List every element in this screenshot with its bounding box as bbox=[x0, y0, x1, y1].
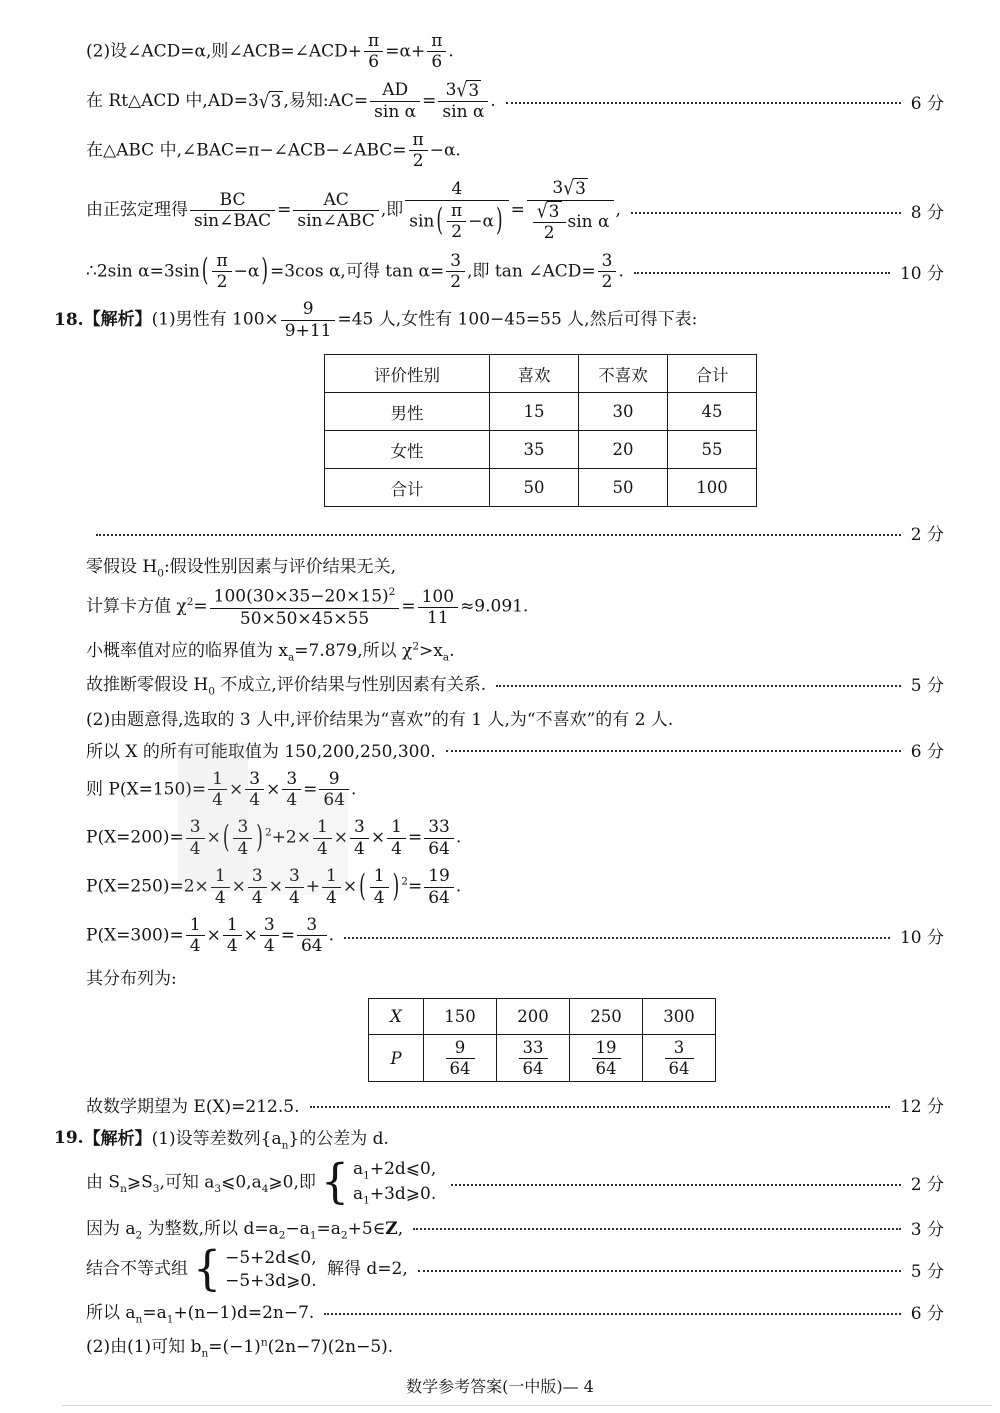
italic-text: P bbox=[390, 1048, 402, 1068]
table-row bbox=[325, 431, 757, 469]
sqrt-radical bbox=[456, 80, 481, 101]
formula: P(X=250)=2× $\frac{1}{4}$ × $\frac{3}{4}$ × $\frac{3}{4}$ + $\frac{1}{4}$ × ( $\frac{1}{4}$ ) $^2$= $\frac{19}{64}$ . bbox=[86, 866, 462, 908]
formula: 所以 $a_n=a_1+(n-1)d=2n-7$. bbox=[86, 1302, 315, 1326]
fraction bbox=[364, 31, 383, 73]
table-cell: 250 bbox=[570, 998, 643, 1034]
denominator: 64 bbox=[323, 790, 346, 811]
table-cell: 50 bbox=[579, 469, 668, 507]
score-label: 3 分 bbox=[910, 1219, 944, 1240]
dotted-leader bbox=[324, 1313, 900, 1315]
open-paren: ( bbox=[222, 820, 230, 857]
score-label: 8 分 bbox=[910, 203, 944, 224]
subscript: n bbox=[120, 1182, 127, 1195]
table-cell bbox=[369, 1034, 424, 1082]
denominator: 6 bbox=[431, 52, 443, 73]
table-row bbox=[369, 998, 716, 1034]
denominator: 64 bbox=[522, 1058, 544, 1078]
text-line bbox=[86, 636, 944, 663]
dotted-leader bbox=[506, 102, 901, 104]
denominator: 50×50×45×55 bbox=[239, 608, 370, 629]
numerator: 3 bbox=[350, 817, 369, 838]
radicand: 3 bbox=[468, 80, 480, 101]
denominator: 64 bbox=[428, 887, 450, 908]
text-line bbox=[86, 1242, 944, 1296]
text-line bbox=[86, 552, 944, 579]
sqrt-radical bbox=[563, 178, 588, 199]
radical-sign-icon: √ bbox=[536, 200, 548, 224]
open-paren: ( bbox=[201, 253, 209, 290]
radicand: 3 bbox=[270, 91, 282, 112]
scan-artifact bbox=[178, 742, 248, 892]
fraction bbox=[424, 866, 454, 908]
numerator: π bbox=[427, 31, 446, 52]
table-cell: 评价性别 bbox=[325, 355, 490, 393]
dotted-leader bbox=[631, 212, 901, 214]
table-cell: 男性 bbox=[325, 393, 490, 431]
formula: P(X=200)= $\frac{3}{4}$ × ( $\frac{3}{4}$ ) $^2$+2× $\frac{1}{4}$ × $\frac{3}{4}$ × $\frac{1}{4}$ = $\frac{33}{64}$ . bbox=[86, 817, 462, 859]
brace-icon: { bbox=[320, 1155, 350, 1210]
table-cell: 女性 bbox=[325, 431, 490, 469]
radical-sign-icon: √ bbox=[563, 177, 575, 201]
subscript: 2 bbox=[278, 1228, 286, 1241]
subscript: 1 bbox=[363, 1194, 370, 1207]
fraction bbox=[598, 251, 617, 293]
cases-group bbox=[193, 1242, 317, 1296]
text-line bbox=[86, 670, 944, 697]
text-line bbox=[86, 1092, 944, 1117]
numerator: 1 bbox=[387, 817, 406, 838]
denominator: 4 bbox=[212, 790, 223, 811]
numerator: 3 bbox=[245, 769, 264, 790]
denominator: 4 bbox=[286, 790, 298, 811]
formula: 在△ABC 中,∠BAC=π−∠ACB−∠ABC= $\frac{\pi}{2}$ −α. bbox=[86, 129, 461, 171]
table-row bbox=[369, 1034, 716, 1082]
fraction bbox=[297, 915, 327, 957]
fraction bbox=[446, 251, 465, 293]
denominator: 64 bbox=[300, 936, 323, 957]
numerator: 9 bbox=[281, 299, 336, 320]
formula: 所以 X 的所有可能取值为 150,200,250,300. bbox=[86, 741, 436, 762]
cases-row: $a_1+2d⩽0$, bbox=[353, 1158, 437, 1182]
text-line bbox=[86, 705, 944, 730]
text-line bbox=[86, 1332, 944, 1359]
text-line bbox=[86, 520, 944, 545]
table-cell: 100 bbox=[668, 469, 757, 507]
numerator: 1 bbox=[313, 817, 332, 838]
subscript: 0 bbox=[157, 567, 164, 580]
fraction bbox=[519, 1038, 548, 1079]
denominator: sin ( $\frac{\pi}{2}$ −α ) bbox=[409, 200, 503, 243]
distribution-table bbox=[368, 998, 716, 1083]
table-cell bbox=[570, 1034, 643, 1082]
close-paren: ) bbox=[256, 820, 263, 857]
scan-edge-line bbox=[62, 1405, 992, 1406]
fraction bbox=[350, 817, 369, 859]
close-paren: ) bbox=[495, 203, 503, 240]
formula: 【解析】(1)男性有 100× $\frac{9}{9+11}$ =45 人,女性有 100−45=55 人,然后可得下表: bbox=[83, 299, 698, 341]
denominator: 4 bbox=[373, 887, 385, 908]
footer-text: 数学参考答案(一中版)— 4 bbox=[406, 1377, 594, 1396]
text-line bbox=[54, 299, 944, 341]
numerator: 9 bbox=[319, 769, 349, 790]
numerator: π bbox=[409, 130, 428, 151]
formula: 【解析】(1)设等差数列$\{a_n\}$的公差为 d. bbox=[83, 1129, 389, 1152]
close-paren: ) bbox=[392, 869, 400, 906]
supscript: 2 bbox=[388, 586, 396, 599]
denominator: 2 bbox=[450, 271, 462, 292]
text-line bbox=[86, 586, 944, 628]
cases-rows bbox=[225, 1248, 316, 1291]
table-row bbox=[325, 393, 757, 431]
question-number: 19. bbox=[54, 1128, 84, 1149]
fraction bbox=[527, 178, 614, 243]
denominator: 4 bbox=[189, 838, 201, 859]
numerator: 3 bbox=[186, 817, 205, 838]
formula: 其分布列为: bbox=[86, 968, 177, 989]
dotted-leader bbox=[310, 1106, 890, 1108]
score-label: 10 分 bbox=[899, 263, 944, 284]
subscript: n bbox=[281, 1139, 289, 1152]
denominator: sin α bbox=[374, 101, 417, 122]
numerator: $100(30\times 35-20\times 15)^2$ bbox=[210, 586, 400, 608]
denominator: 64 bbox=[449, 1058, 471, 1078]
text-line bbox=[86, 1214, 944, 1241]
numerator: 1 bbox=[208, 769, 227, 790]
numerator: AD bbox=[370, 80, 420, 101]
table-cell: 喜欢 bbox=[490, 355, 579, 393]
solution-content bbox=[54, 31, 944, 1360]
formula: (2)由题意得,选取的 3 人中,评价结果为“喜欢”的有 1 人,为“不喜欢”的有 2 人. bbox=[86, 709, 674, 730]
numerator: π bbox=[364, 31, 383, 52]
denominator: 4 bbox=[263, 936, 275, 957]
formula: 故推断零假设 $H_0$ 不成立,评价结果与性别因素有关系. bbox=[86, 675, 487, 698]
supscript: 2 bbox=[186, 596, 194, 609]
table-cell: 合计 bbox=[325, 469, 490, 507]
subscript: n bbox=[135, 1313, 143, 1326]
formula: 由正弦定理得 $\frac{BC}{\text{sin∠BAC}}$ = $\frac{AC}{\text{sin∠ABC}}$ ,即 4 sin ( $\frac{\pi}{2}$ −α ) = 3√3 $\frac{√3}{2}$ sin α , bbox=[86, 177, 621, 244]
table-cell: 合计 bbox=[668, 355, 757, 393]
sqrt-radical bbox=[259, 91, 284, 112]
subscript: 3 bbox=[214, 1182, 222, 1195]
table-cell bbox=[497, 1034, 570, 1082]
score-label: 2 分 bbox=[910, 1175, 944, 1196]
text-line bbox=[86, 31, 944, 73]
numerator: AC bbox=[293, 190, 378, 211]
formula: 零假设 $H_0$:假设性别因素与评价结果无关, bbox=[86, 557, 397, 580]
brace-icon: { bbox=[193, 1242, 222, 1296]
scan-artifact bbox=[248, 792, 348, 895]
formula: 故数学期望为 E(X)=212.5. bbox=[86, 1097, 300, 1118]
table-cell bbox=[643, 1034, 716, 1082]
numerator: 1 bbox=[223, 915, 242, 936]
denominator: 2 bbox=[412, 150, 424, 171]
table-cell: 30 bbox=[579, 393, 668, 431]
cases-group bbox=[320, 1155, 437, 1210]
subscript: 2 bbox=[135, 1228, 143, 1241]
dotted-leader bbox=[96, 534, 901, 536]
score-label: 6 分 bbox=[910, 741, 944, 762]
dotted-leader bbox=[451, 1184, 901, 1186]
table-cell: 300 bbox=[643, 998, 716, 1034]
subscript: 2 bbox=[340, 1228, 348, 1241]
fraction bbox=[427, 31, 446, 73]
denominator: 4 bbox=[237, 838, 249, 859]
dotted-leader bbox=[496, 685, 901, 687]
table-row bbox=[325, 355, 757, 393]
denominator: 64 bbox=[595, 1058, 617, 1078]
denominator: 4 bbox=[354, 838, 365, 859]
fraction bbox=[370, 866, 389, 908]
table-cell: 45 bbox=[668, 393, 757, 431]
text-line bbox=[86, 251, 944, 293]
denominator: 4 bbox=[316, 838, 328, 859]
numerator: 3√3 bbox=[527, 178, 614, 200]
text-line bbox=[86, 1155, 944, 1210]
numerator: π bbox=[447, 201, 466, 222]
numerator: 3 bbox=[297, 915, 327, 936]
denominator: 4 bbox=[226, 936, 238, 957]
table-cell: 不喜欢 bbox=[579, 355, 668, 393]
numerator: 1 bbox=[322, 866, 341, 887]
cases-rows bbox=[353, 1159, 436, 1207]
denominator: 6 bbox=[368, 52, 380, 73]
subscript: a bbox=[288, 651, 295, 664]
formula: P(X=300)= $\frac{1}{4}$ × $\frac{1}{4}$ × $\frac{3}{4}$ = $\frac{3}{64}$ . bbox=[86, 915, 335, 957]
denominator: 4 bbox=[251, 887, 263, 908]
bold-text: Z bbox=[385, 1218, 398, 1239]
subscript: n bbox=[201, 1347, 209, 1360]
formula: (2)设∠ACD=α,则∠ACB=∠ACD+ $\frac{\pi}{6}$ =α+ $\frac{\pi}{6}$ . bbox=[86, 31, 454, 73]
text-line bbox=[86, 130, 944, 172]
denominator: 4 bbox=[288, 887, 300, 908]
numerator: 3 bbox=[248, 866, 267, 887]
subscript: 0 bbox=[208, 685, 215, 698]
subscript: 1 bbox=[166, 1313, 174, 1326]
subscript: 4 bbox=[261, 1182, 269, 1195]
denominator: 4 bbox=[214, 887, 226, 908]
numerator: 3 bbox=[446, 251, 465, 272]
bold-text: 【解析】 bbox=[83, 1129, 152, 1150]
fraction bbox=[592, 1038, 621, 1079]
numerator: 33 bbox=[424, 817, 454, 838]
score-label: 5 分 bbox=[910, 1261, 944, 1282]
score-label: 12 分 bbox=[899, 1097, 944, 1118]
evaluation-table bbox=[324, 354, 757, 507]
open-paren: ( bbox=[359, 869, 366, 906]
numerator: 3 bbox=[260, 915, 279, 936]
denominator: sin∠BAC bbox=[194, 211, 272, 232]
fraction bbox=[418, 587, 458, 629]
close-paren: ) bbox=[261, 253, 268, 290]
fraction bbox=[438, 80, 488, 123]
text-line bbox=[86, 964, 944, 989]
page-footer bbox=[0, 1374, 1000, 1397]
denominator: 4 bbox=[326, 887, 337, 908]
formula: 因为 $a_2$ 为整数,所以 $d=a_2-a_1=a_2+5\in Z$, bbox=[86, 1218, 404, 1241]
supscript: 2 bbox=[412, 640, 420, 653]
formula: (2)由(1)可知 $b_n=(-1)^n(2n-7)(2n-5)$. bbox=[86, 1336, 394, 1360]
score-label: 6 分 bbox=[910, 1304, 944, 1325]
fraction bbox=[281, 299, 336, 341]
numerator: 3 bbox=[282, 769, 301, 790]
table-cell: 20 bbox=[579, 431, 668, 469]
supscript: 2 bbox=[264, 827, 272, 840]
table-cell: 200 bbox=[497, 998, 570, 1034]
subscript: 1 bbox=[309, 1228, 317, 1241]
denominator: 4 bbox=[391, 838, 402, 859]
numerator: 3 bbox=[598, 251, 617, 272]
text-line bbox=[86, 915, 944, 957]
fraction bbox=[424, 817, 454, 859]
text-line bbox=[86, 1298, 944, 1325]
score-label: 6 分 bbox=[910, 93, 944, 114]
fraction bbox=[370, 80, 420, 122]
formula: 则 P(X=150)= $\frac{1}{4}$ × $\frac{3}{4}$ × $\frac{3}{4}$ = $\frac{9}{64}$ . bbox=[86, 768, 357, 811]
numerator: 33 bbox=[519, 1038, 548, 1059]
subscript: 1 bbox=[363, 1169, 370, 1182]
italic-text: X bbox=[390, 1006, 402, 1026]
bold-text: 【解析】 bbox=[83, 309, 152, 330]
denominator: 4 bbox=[189, 936, 201, 957]
formula: 在 Rt△ACD 中,AD=3√3 ,易知:AC= $\frac{AD}{\text{sin α}}$ = $\frac{3√3}{\text{sin α}}$ . bbox=[86, 79, 496, 123]
numerator: 1 bbox=[186, 915, 205, 936]
supscript: n bbox=[260, 1336, 268, 1349]
denominator: 64 bbox=[668, 1058, 690, 1078]
fraction bbox=[387, 817, 406, 859]
cases-row: −5+2d⩽0, bbox=[225, 1247, 317, 1268]
radicand: 3 bbox=[548, 201, 560, 222]
table-row bbox=[325, 469, 757, 507]
denominator: 2 bbox=[216, 271, 228, 292]
cases-row: −5+3d⩾0. bbox=[225, 1270, 317, 1291]
score-label: 10 分 bbox=[899, 928, 944, 949]
fraction bbox=[665, 1038, 694, 1079]
numerator: 3√3 bbox=[438, 80, 488, 102]
fraction bbox=[447, 201, 466, 243]
denominator: 9+11 bbox=[284, 320, 332, 341]
fraction bbox=[533, 201, 566, 244]
numerator: 19 bbox=[424, 866, 454, 887]
numerator bbox=[533, 201, 566, 223]
numerator: 3 bbox=[233, 817, 252, 838]
denominator: 64 bbox=[428, 838, 450, 859]
radicand: 3 bbox=[575, 179, 586, 200]
table-cell bbox=[424, 1034, 497, 1082]
score-label: 5 分 bbox=[910, 676, 944, 697]
radical-sign-icon: √ bbox=[456, 79, 468, 103]
table-cell: 35 bbox=[490, 431, 579, 469]
fraction bbox=[210, 586, 400, 628]
table-cell: 15 bbox=[490, 393, 579, 431]
numerator: 100 bbox=[418, 587, 458, 608]
formula: 小概率值对应的临界值为 $x_a=7.879$,所以 $\chi^2>x_a$. bbox=[86, 640, 455, 664]
formula: 由 $S_n⩾S_3$,可知 $a_3⩽0,a_4⩾0$,即 { $a_1+2d⩽0$, $a_1+3d⩾0$. bbox=[86, 1155, 437, 1210]
fraction bbox=[409, 130, 428, 172]
denominator: 2 bbox=[451, 222, 463, 243]
numerator: BC bbox=[190, 190, 275, 211]
fraction bbox=[446, 1038, 475, 1079]
question-number: 18. bbox=[54, 310, 84, 331]
fraction bbox=[186, 915, 205, 957]
radical-sign-icon: √ bbox=[258, 90, 270, 114]
numerator: π bbox=[212, 251, 231, 272]
table-cell: 55 bbox=[668, 431, 757, 469]
text-line bbox=[54, 1124, 944, 1151]
score-label: 2 分 bbox=[910, 525, 944, 546]
fraction bbox=[260, 915, 279, 957]
denominator: 2 bbox=[543, 223, 555, 244]
table-cell: 50 bbox=[490, 469, 579, 507]
fraction bbox=[212, 251, 231, 293]
table-cell bbox=[369, 998, 424, 1034]
dotted-leader bbox=[634, 272, 890, 274]
formula: 结合不等式组 { −5+2d⩽0, −5+3d⩾0. 解得 d=2, bbox=[86, 1242, 408, 1296]
dotted-leader bbox=[344, 937, 890, 939]
numerator: 1 bbox=[211, 866, 230, 887]
fraction bbox=[223, 915, 242, 957]
denominator: 11 bbox=[427, 608, 449, 629]
denominator: sin α bbox=[442, 102, 485, 123]
numerator: 3 bbox=[665, 1038, 694, 1059]
fraction bbox=[190, 190, 275, 232]
fraction bbox=[405, 179, 508, 242]
table-cell: 150 bbox=[424, 998, 497, 1034]
subscript: 3 bbox=[152, 1182, 160, 1195]
dotted-leader bbox=[446, 750, 901, 752]
numerator: 9 bbox=[446, 1038, 475, 1059]
denominator: sin∠ABC bbox=[297, 211, 375, 232]
dotted-leader bbox=[413, 1228, 901, 1230]
formula: ∴2sin α=3sin ( $\frac{\pi}{2}$ −α ) =3cos α,可得 tan α= $\frac{3}{2}$ ,即 tan ∠ACD= $\frac{3}{2}$ . bbox=[86, 250, 624, 292]
formula: 计算卡方值 $\chi^2=$ $\frac{100(30\times 35-20\times 15)^2}{50\times 50\times 45\times 55}$ = $\frac{100}{11}$ ≈9.091. bbox=[86, 586, 529, 629]
numerator: 1 bbox=[370, 866, 389, 887]
fraction bbox=[293, 190, 378, 232]
numerator: 3 bbox=[285, 866, 304, 887]
denominator: $\frac{√3}{2}$ sin α bbox=[527, 201, 614, 244]
sqrt-radical bbox=[537, 201, 562, 222]
open-paren: ( bbox=[436, 203, 444, 240]
subscript: a bbox=[442, 651, 450, 664]
numerator: 19 bbox=[592, 1038, 621, 1059]
dotted-leader bbox=[418, 1270, 901, 1272]
text-line bbox=[86, 80, 944, 123]
numerator: 4 bbox=[405, 179, 508, 200]
supscript: 2 bbox=[401, 875, 408, 888]
denominator: 4 bbox=[249, 790, 261, 811]
cases-row: $a_1+3d⩾0$. bbox=[353, 1184, 437, 1207]
text-line bbox=[86, 178, 944, 243]
denominator: 2 bbox=[601, 271, 613, 292]
